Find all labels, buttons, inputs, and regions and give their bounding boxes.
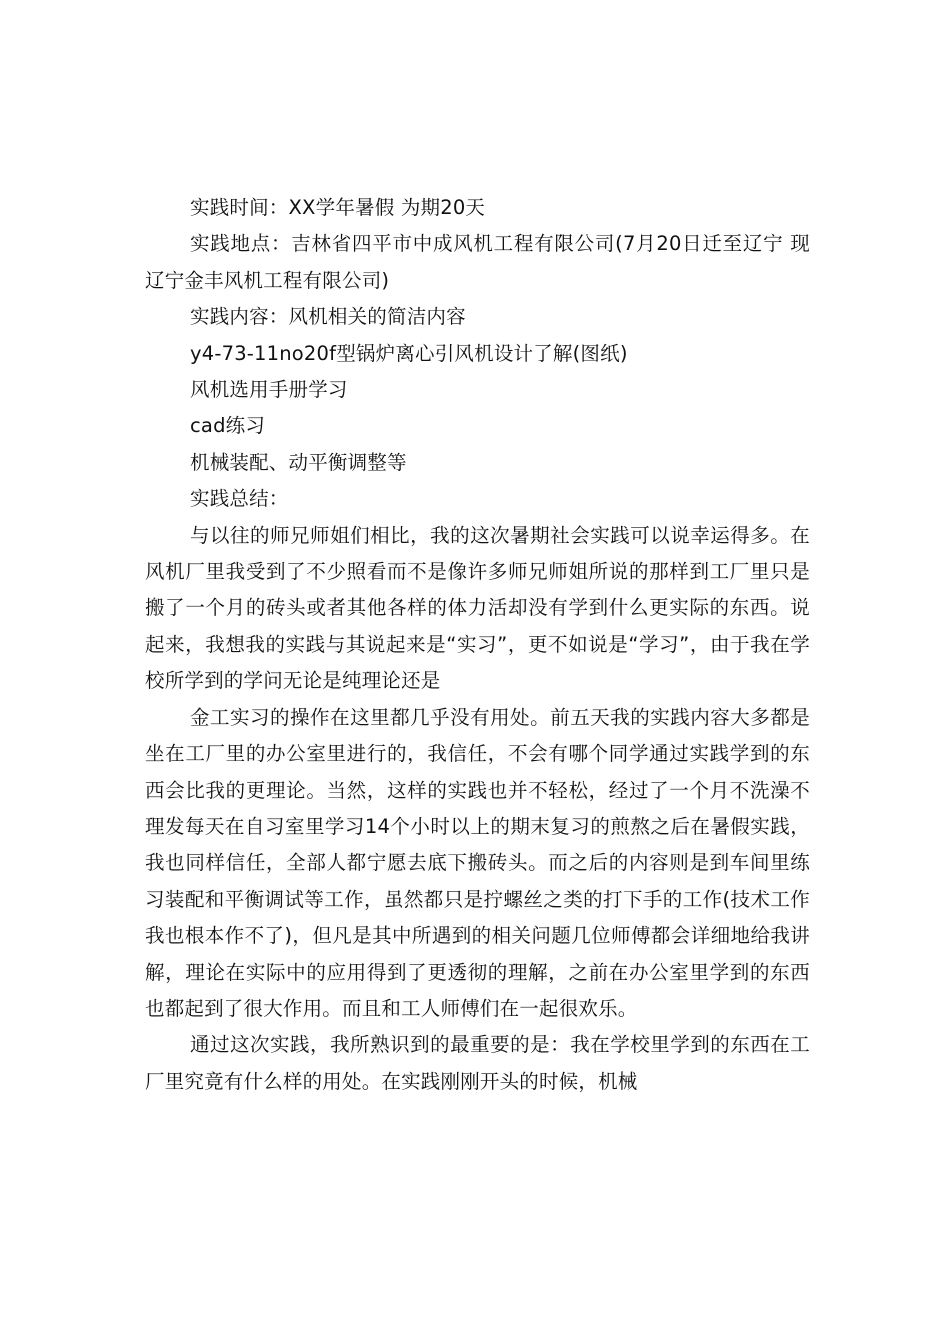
practice-content-line: 实践内容：风机相关的简洁内容 <box>190 305 466 329</box>
content-item-assembly: 机械装配、动平衡调整等 <box>190 450 407 474</box>
practice-summary-heading: 实践总结： <box>190 487 289 511</box>
summary-paragraph-1: 与以往的师兄师姐们相比，我的这次暑期社会实践可以说幸运得多。在风机厂里我受到了不少照看而不是像许多师兄师姐所说的那样到工厂里只是搬了一个月的砖头或者其他各样的体力活却没有学到什么更实际的东西。说起来，我想我的实践与其说起来是“实习”，更不如说是“学习”，由于我在学校所学到的学问无论是纯理论还是 <box>145 523 810 693</box>
summary-paragraph-3: 通过这次实践，我所熟识到的最重要的是：我在学校里学到的东西在工厂里究竟有什么样的用处。在实践刚刚开头的时候，机械 <box>145 1033 810 1093</box>
practice-location-line: 实践地点：吉林省四平市中成风机工程有限公司(7月20日迁至辽宁 现辽宁金丰风机工程有限公司) <box>145 232 810 292</box>
content-item-cad: cad练习 <box>190 414 266 438</box>
content-item-fan-design: y4-73-11no20f型锅炉离心引风机设计了解(图纸) <box>190 341 628 365</box>
document-body <box>145 190 810 1100</box>
content-item-manual-study: 风机选用手册学习 <box>190 378 348 402</box>
summary-paragraph-2: 金工实习的操作在这里都几乎没有用处。前五天我的实践内容大多都是坐在工厂里的办公室里进行的，我信任，不会有哪个同学通过实践学到的东西会比我的更理论。当然，这样的实践也并不轻松，经过了一个月不洗澡不理发每天在自习室里学习14个小时以上的期末复习的煎熬之后在暑假实践，我也同样信任，全部人都宁愿去底下搬砖头。而之后的内容则是到车间里练习装配和平衡调试等工作，虽然都只是拧螺丝之类的打下手的工作(技术工作我也根本作不了)，但凡是其中所遇到的相关问题几位师傅都会详细地给我讲解，理论在实际中的应用得到了更透彻的理解，之前在办公室里学到的东西也都起到了很大作用。而且和工人师傅们在一起很欢乐。 <box>145 705 810 1020</box>
practice-time-line: 实践时间：XX学年暑假 为期20天 <box>190 196 486 219</box>
